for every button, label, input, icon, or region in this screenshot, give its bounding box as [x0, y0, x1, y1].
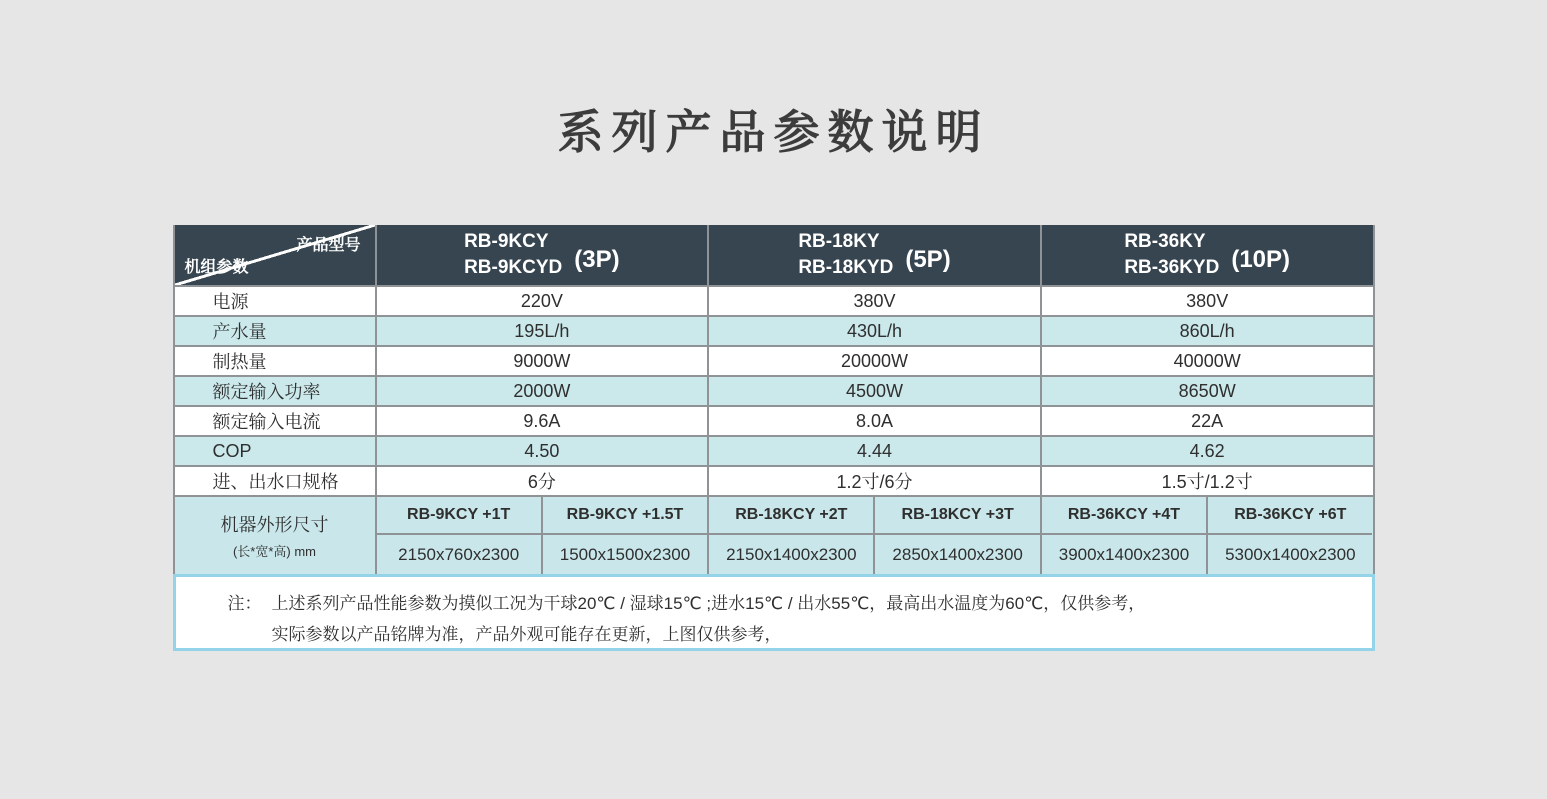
dimensions-label: 机器外形尺寸 [220, 515, 329, 535]
corner-label-unit-params: 机组参数 [184, 259, 249, 276]
model-horsepower: (3P) [574, 246, 620, 273]
row-value: 380V [707, 287, 1040, 315]
model-horsepower: (5P) [905, 246, 951, 273]
row-value: 9.6A [375, 407, 708, 435]
table-row-heating-capacity [175, 345, 1373, 375]
dimension-column [1040, 497, 1206, 574]
dimension-size: 3900x1400x2300 [1058, 544, 1190, 564]
diagonal-corner-cell [175, 225, 375, 285]
dimension-size: 2150x760x2300 [398, 544, 520, 564]
row-value: 860L/h [1040, 317, 1373, 345]
dimension-size: 5300x1400x2300 [1225, 544, 1356, 564]
row-value: 9000W [375, 347, 708, 375]
footnote-box [173, 574, 1375, 651]
dimension-column [375, 497, 541, 574]
model-name-line2: RB-18KYD [798, 257, 894, 278]
row-value: 1.2寸/6分 [707, 467, 1040, 495]
row-label: 电源 [212, 292, 249, 312]
dimension-size: 2150x1400x2300 [726, 544, 857, 564]
model-horsepower: (10P) [1231, 246, 1291, 273]
corner-label-product-model: 产品型号 [296, 237, 361, 254]
table-row-dimensions [175, 495, 1373, 574]
table-header-row [175, 225, 1373, 285]
footnote-line-1: 上述系列产品性能参数为摸似工况为干球20℃ / 湿球15℃ ;进水15℃ / 出水55℃，最高出水温度为60℃，仅供参考， [271, 594, 1146, 613]
dimension-size: 2850x1400x2300 [892, 544, 1023, 564]
row-value: 4500W [707, 377, 1040, 405]
row-value: 22A [1040, 407, 1373, 435]
row-label: COP [212, 440, 252, 461]
table-row-rated-input-power [175, 375, 1373, 405]
table-row-rated-input-current [175, 405, 1373, 435]
row-value: 8650W [1040, 377, 1373, 405]
model-name-line2: RB-9KCYD [464, 257, 563, 278]
row-value: 380V [1040, 287, 1373, 315]
row-value: 2000W [375, 377, 708, 405]
row-value: 220V [375, 287, 708, 315]
footnote-line-2: 实际参数以产品铭牌为准，产品外观可能存在更新，上图仅供参考， [271, 625, 782, 644]
dimension-model: RB-9KCY +1.5T [543, 497, 707, 535]
footnote-prefix: 注： [227, 594, 262, 613]
dimension-size: 1500x1500x2300 [559, 544, 691, 564]
spec-sheet [173, 96, 1375, 651]
model-name-line2: RB-36KYD [1124, 257, 1220, 278]
row-value: 8.0A [707, 407, 1040, 435]
row-value: 40000W [1040, 347, 1373, 375]
model-name-line1: RB-9KCY [464, 231, 549, 253]
model-name-line1: RB-18KY [798, 231, 880, 253]
table-row-inlet-outlet-spec [175, 465, 1373, 495]
row-value: 4.62 [1040, 437, 1373, 465]
row-label: 产水量 [212, 322, 267, 342]
row-label: 进、出水口规格 [212, 472, 339, 492]
row-value: 195L/h [375, 317, 708, 345]
row-value: 1.5寸/1.2寸 [1040, 467, 1373, 495]
dimension-model: RB-18KCY +3T [875, 497, 1039, 535]
dimension-column [707, 497, 873, 574]
row-value: 430L/h [707, 317, 1040, 345]
dimension-model: RB-36KCY +4T [1042, 497, 1206, 535]
model-header-rb9 [375, 225, 708, 285]
table-row-water-output [175, 315, 1373, 345]
model-name-line1: RB-36KY [1124, 231, 1206, 253]
row-label: 额定输入电流 [212, 412, 321, 432]
dimension-model: RB-36KCY +6T [1208, 497, 1372, 535]
row-value: 4.50 [375, 437, 708, 465]
dimension-model: RB-9KCY +1T [377, 497, 541, 535]
dimension-column [873, 497, 1039, 574]
table-row-power-supply [175, 285, 1373, 315]
dimension-model: RB-18KCY +2T [709, 497, 873, 535]
row-label: 制热量 [212, 352, 267, 372]
page-title: 系列产品参数说明 [557, 106, 990, 158]
dimensions-label-cell [175, 497, 375, 574]
model-header-rb18 [707, 225, 1040, 285]
model-header-rb36 [1040, 225, 1373, 285]
dimension-column [541, 497, 707, 574]
row-value: 4.44 [707, 437, 1040, 465]
row-value: 6分 [375, 467, 708, 495]
product-spec-table [173, 225, 1375, 574]
dimensions-sublabel: (长*宽*高) mm [232, 544, 317, 559]
row-label: 额定输入功率 [212, 382, 321, 402]
table-row-cop [175, 435, 1373, 465]
dimension-column [1206, 497, 1372, 574]
row-value: 20000W [707, 347, 1040, 375]
